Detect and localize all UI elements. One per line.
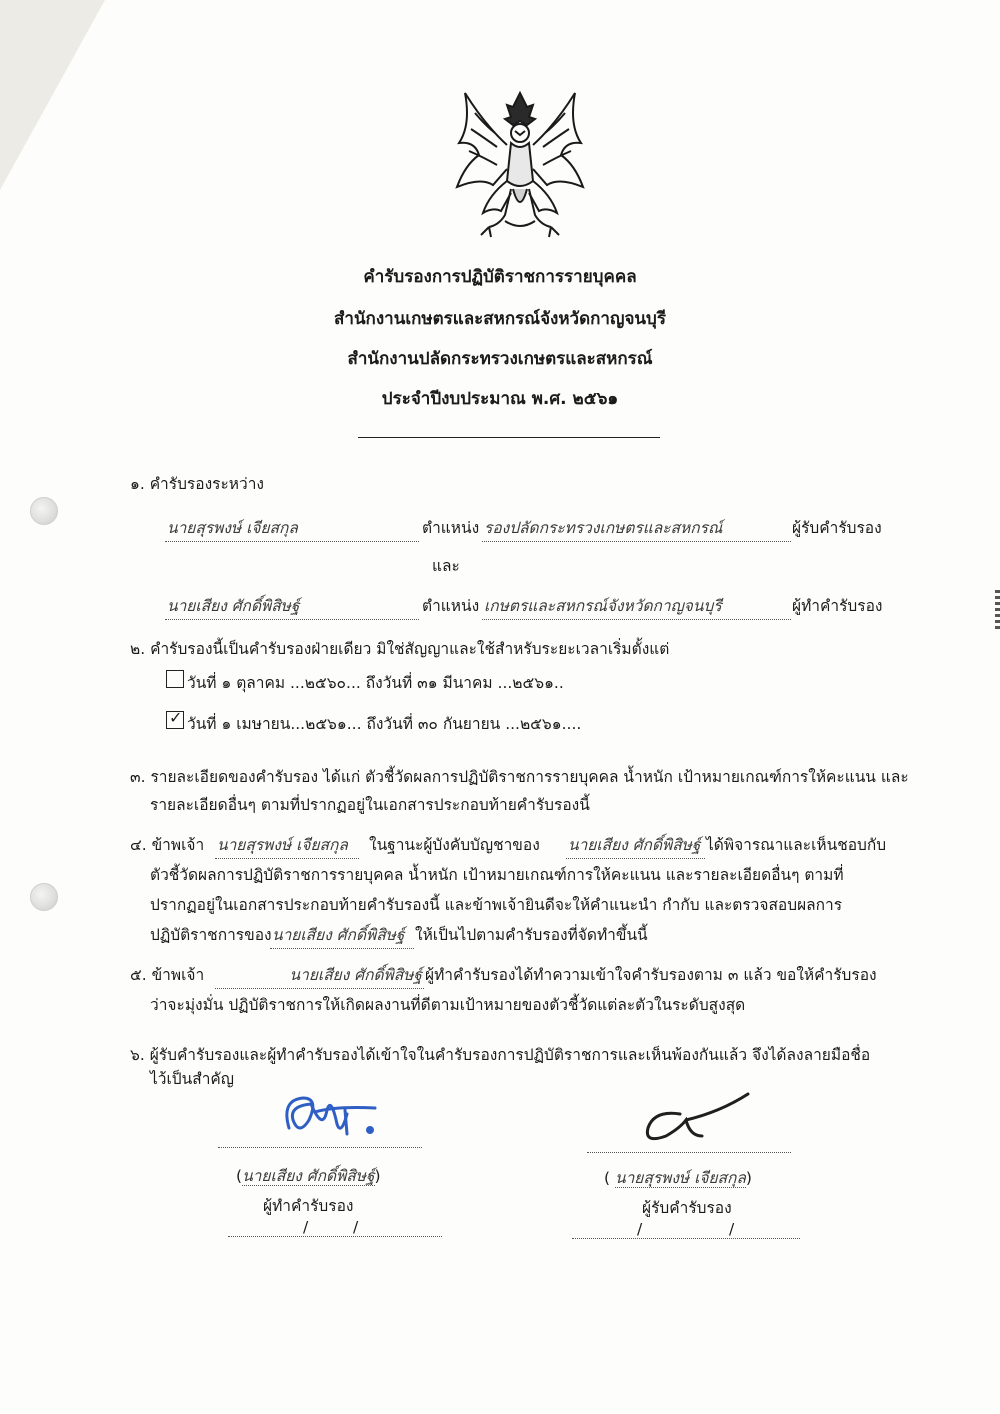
clause4-supervisor-name: นายสุรพงษ์ เจียสกุล — [215, 832, 359, 859]
clause4-prefix: ๔. ข้าพเจ้า — [130, 836, 205, 854]
clause2-text: ๒. คำรับรองนี้เป็นคำรับรองฝ่ายเดียว มิใช่สัญญาและใช้สำหรับระยะเวลาเริ่มตั้งแต่ — [130, 640, 670, 658]
clause4-mid: ในฐานะผู้บังคับบัญชาของ — [369, 836, 540, 854]
clause5-prefix: ๕. ข้าพเจ้า — [130, 966, 205, 984]
clause1-maker-role: ผู้ทำคำรับรอง — [792, 597, 883, 615]
folded-corner — [0, 0, 105, 190]
clause1-label: ๑. คำรับรองระหว่าง — [130, 475, 264, 493]
period2-label: วันที่ ๑ เมษายน...๒๕๖๑... ถึงวันที่ ๓๐ กันยายน ...๒๕๖๑.... — [187, 715, 582, 733]
heading-fiscal-year: ประจำปีงบประมาณ พ.ศ. ๒๕๖๑ — [381, 389, 619, 409]
maker-role: ผู้ทำคำรับรอง — [263, 1197, 354, 1215]
clause6-line2: ไว้เป็นสำคัญ — [150, 1070, 234, 1088]
receiver-date-slash-1: / — [637, 1220, 643, 1238]
maker-signature-name: นายเสียง ศักดิ์พิสิษฐ์ — [242, 1167, 375, 1185]
clause1-maker-position: เกษตรและสหกรณ์จังหวัดกาญจนบุรี — [482, 593, 791, 620]
clause4-line4-suffix: ให้เป็นไปตามคำรับรองที่จัดทำขึ้นนี้ — [415, 926, 648, 944]
clause4-subordinate-name-2: นายเสียง ศักดิ์พิสิษฐ์ — [270, 922, 414, 949]
receiver-signature — [640, 1090, 760, 1150]
clause5-suffix: ผู้ทำคำรับรองได้ทำความเข้าใจคำรับรองตาม ๓ แล้ว ขอให้คำรับรอง — [425, 966, 877, 984]
punch-hole-top — [30, 497, 58, 525]
clause4-line2: ตัวชี้วัดผลการปฏิบัติราชการรายบุคคล น้ำหนัก เป้าหมายเกณฑ์การให้คะแนน และรายละเอียดอื่นๆ ตามที่ — [150, 866, 844, 884]
clause1-receiver-position: รองปลัดกระทรวงเกษตรและสหกรณ์ — [482, 515, 791, 542]
clause4-line4-prefix: ปฏิบัติราชการของ — [150, 926, 272, 944]
maker-signature-line — [218, 1147, 422, 1148]
receiver-date-line — [572, 1238, 800, 1239]
receiver-role: ผู้รับคำรับรอง — [642, 1199, 732, 1217]
clause5-line2: ว่าจะมุ่งมั่น ปฏิบัติราชการให้เกิดผลงานที่ดีตามเป้าหมายของตัวชี้วัดแต่ละตัวในระดับสูงสุด — [150, 996, 746, 1014]
clause1-position-label-1: ตำแหน่ง — [422, 519, 480, 537]
clause1-receiver-role: ผู้รับคำรับรอง — [792, 519, 882, 537]
clause4-line3: ปรากฏอยู่ในเอกสารประกอบท้ายคำรับรองนี้ และข้าพเจ้ายินดีจะให้คำแนะนำ กำกับ และตรวจสอบผลการ — [150, 896, 843, 914]
clause3-line2: รายละเอียดอื่นๆ ตามที่ปรากฏอยู่ในเอกสารประกอบท้ายคำรับรองนี้ — [150, 796, 590, 814]
period1-label: วันที่ ๑ ตุลาคม ...๒๕๖๐... ถึงวันที่ ๓๑ มีนาคม ...๒๕๖๑.. — [187, 674, 564, 692]
heading-rule — [358, 437, 660, 438]
clause1-and: และ — [432, 557, 460, 575]
clause6-line1: ๖. ผู้รับคำรับรองและผู้ทำคำรับรองได้เข้าใจในคำรับรองการปฏิบัติราชการและเห็นพ้องกันแล้ว จึงได้ลงลายมือชื่อ — [130, 1046, 871, 1064]
edge-binding-mark — [995, 590, 1000, 632]
receiver-signature-name: นายสุรพงษ์ เจียสกุล — [614, 1169, 746, 1187]
receiver-name-block: ( นายสุรพงษ์ เจียสกุล) — [604, 1169, 752, 1187]
maker-name-block: (นายเสียง ศักดิ์พิสิษฐ์) — [236, 1167, 381, 1185]
period1-checkbox — [166, 670, 184, 688]
check-mark-icon: ✓ — [169, 708, 183, 727]
clause4-suffix: ได้พิจารณาและเห็นชอบกับ — [706, 836, 887, 854]
maker-signature — [275, 1090, 385, 1145]
maker-date-slash-2: / — [353, 1218, 359, 1236]
receiver-date-slash-2: / — [729, 1220, 735, 1238]
punch-hole-bottom — [30, 883, 58, 911]
garuda-emblem-icon — [445, 85, 595, 245]
clause3-line1: ๓. รายละเอียดของคำรับรอง ได้แก่ ตัวชี้วัดผลการปฏิบัติราชการรายบุคคล น้ำหนัก เป้าหมายเกณฑ์การให้คะแนน และ — [130, 768, 909, 786]
receiver-signature-line — [587, 1152, 791, 1153]
clause5-maker-name: นายเสียง ศักดิ์พิสิษฐ์ — [215, 962, 424, 989]
clause4-subordinate-name: นายเสียง ศักดิ์พิสิษฐ์ — [566, 832, 705, 859]
clause1-receiver-name: นายสุรพงษ์ เจียสกุล — [165, 515, 419, 542]
clause1-position-label-2: ตำแหน่ง — [422, 597, 480, 615]
maker-date-line — [228, 1236, 442, 1237]
maker-date-slash-1: / — [303, 1218, 309, 1236]
period2-checkbox — [166, 708, 184, 729]
heading-ministry: สำนักงานปลัดกระทรวงเกษตรและสหกรณ์ — [347, 349, 653, 369]
heading-office: สำนักงานเกษตรและสหกรณ์จังหวัดกาญจนบุรี — [334, 309, 666, 329]
clause1-maker-name: นายเสียง ศักดิ์พิสิษฐ์ — [165, 593, 419, 620]
heading-title: คำรับรองการปฏิบัติราชการรายบุคคล — [363, 267, 637, 287]
